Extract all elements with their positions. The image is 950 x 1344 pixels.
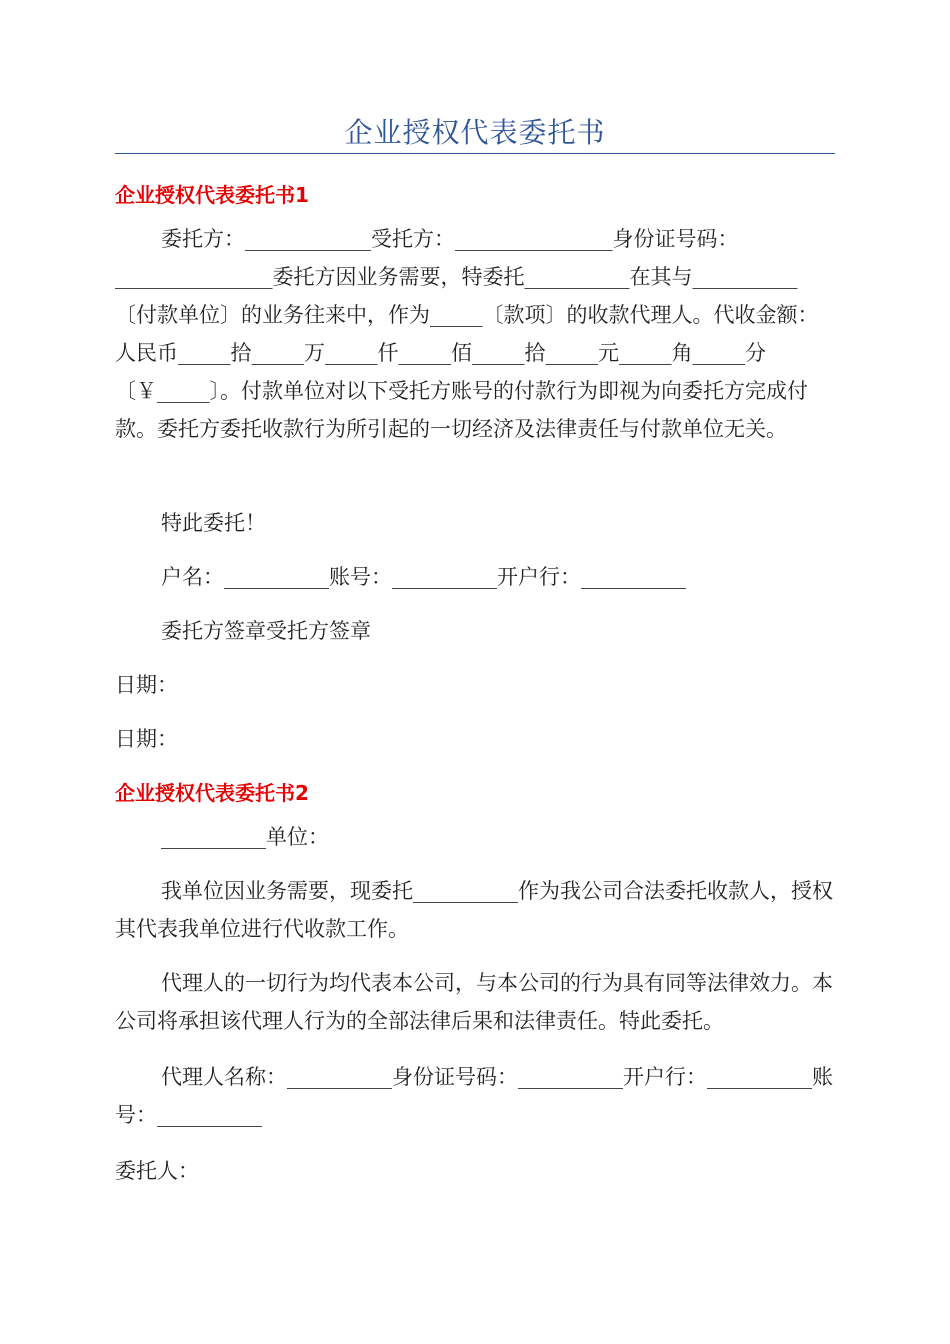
- section-1-heading: 企业授权代表委托书1: [115, 183, 309, 207]
- document-title: 企业授权代表委托书: [344, 116, 606, 149]
- section-1-date-1: 日期：: [115, 673, 178, 697]
- section-2-heading: 企业授权代表委托书2: [115, 781, 309, 805]
- section-1-paragraph-1: 委托方：____________受托方：_______________身份证号码：_______________委托方因业务需要，特委托__________在其与__________〔付款单位〕的业务往来中，作为_____〔款项〕的收款代理人。代收金额：人民币_____拾_____万_____仟_____佰_____拾_____元_____角_____分〔￥_____〕。付款单位对以下受托方账号的付款行为即视为向委托方完成付款。委托方委托收款行为所引起的一切经济及法律责任与付款单位无关。: [115, 227, 819, 441]
- section-2-paragraph-2: 代理人的一切行为均代表本公司，与本公司的行为具有同等法律效力。本公司将承担该代理人行为的全部法律后果和法律责任。特此委托。: [115, 971, 833, 1033]
- section-2-principal: 委托人：: [115, 1159, 199, 1183]
- section-2-agent-info: 代理人名称：__________身份证号码：__________开户行：__________账号：__________: [115, 1065, 833, 1127]
- section-1-date-2: 日期：: [115, 727, 178, 751]
- section-2-paragraph-1: 我单位因业务需要，现委托__________作为我公司合法委托收款人，授权其代表我单位进行代收款工作。: [115, 879, 833, 941]
- title-underline: [115, 153, 835, 154]
- section-2-addressee: __________单位：: [161, 825, 329, 849]
- section-1-account-line: 户名：__________账号：__________开户行：__________: [161, 565, 686, 589]
- section-1-signature-line: 委托方签章受托方签章: [161, 619, 371, 643]
- section-1-paragraph-2: 特此委托！: [161, 511, 266, 535]
